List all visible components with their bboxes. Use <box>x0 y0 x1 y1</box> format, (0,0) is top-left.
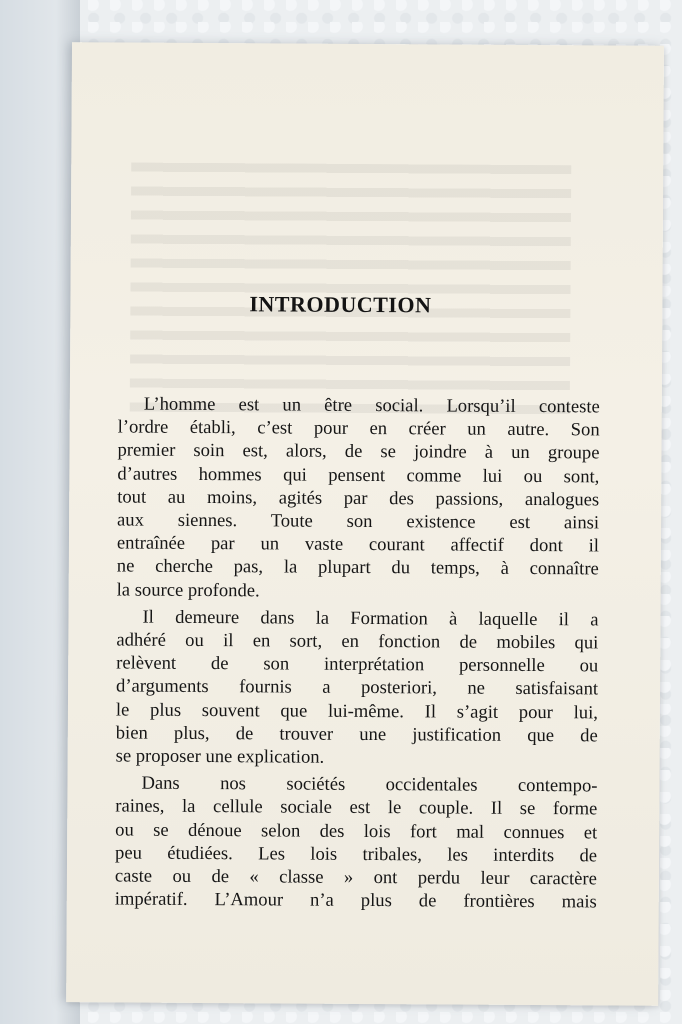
text-line: premier soin est, alors, de se joindre à un groupe <box>117 439 600 464</box>
text-line: caste ou de « classe » ont perdu leur caractère <box>114 865 597 890</box>
text-line: raines, la cellule sociale est le couple. Il se forme <box>115 795 598 820</box>
text-line: L’homme est un être social. Lorsqu’il conteste <box>143 393 600 418</box>
paragraph-2 <box>116 605 599 770</box>
text-line: ou se dénoue selon des lois fort mal connues et <box>115 819 598 844</box>
text-line: adhéré ou il en sort, en fonction de mobiles qui <box>116 629 599 654</box>
text-line: l’ordre établi, c’est pour en créer un autre. Son <box>117 416 600 441</box>
text-line: peu étudiées. Les lois tribales, les interdits de <box>114 842 598 867</box>
text-line: se proposer une explication. <box>115 745 325 768</box>
body-text <box>115 392 600 917</box>
paragraph-1 <box>117 392 600 604</box>
text-line: Il demeure dans la Formation à laquelle il a <box>142 606 599 631</box>
book-page <box>66 42 664 1006</box>
text-line: bien plus, de trouver une justification que de <box>115 722 598 747</box>
chapter-title: INTRODUCTION <box>249 291 432 318</box>
text-line: relèvent de son interprétation personnelle ou <box>116 652 599 677</box>
text-line: d’autres hommes qui pensent comme lui ou sont, <box>117 463 600 488</box>
text-line: impératif. L’Amour n’a plus de frontières mais <box>114 888 597 913</box>
text-line: le plus souvent que lui-même. Il s’agit pour lui, <box>115 699 598 724</box>
text-line: aux siennes. Toute son existence est ainsi <box>117 509 600 534</box>
text-line: ne cherche pas, la plupart du temps, à connaître <box>116 555 599 580</box>
text-line: Dans nos sociétés occidentales contempo- <box>141 772 598 797</box>
text-line: entraînée par un vaste courant affectif dont il <box>116 532 600 557</box>
text-line: d’arguments fournis a posteriori, ne satisfaisant <box>116 675 599 700</box>
text-line: tout au moins, agités par des passions, analogues <box>117 486 600 511</box>
text-line: la source profonde. <box>116 579 260 601</box>
paragraph-3 <box>115 772 598 914</box>
